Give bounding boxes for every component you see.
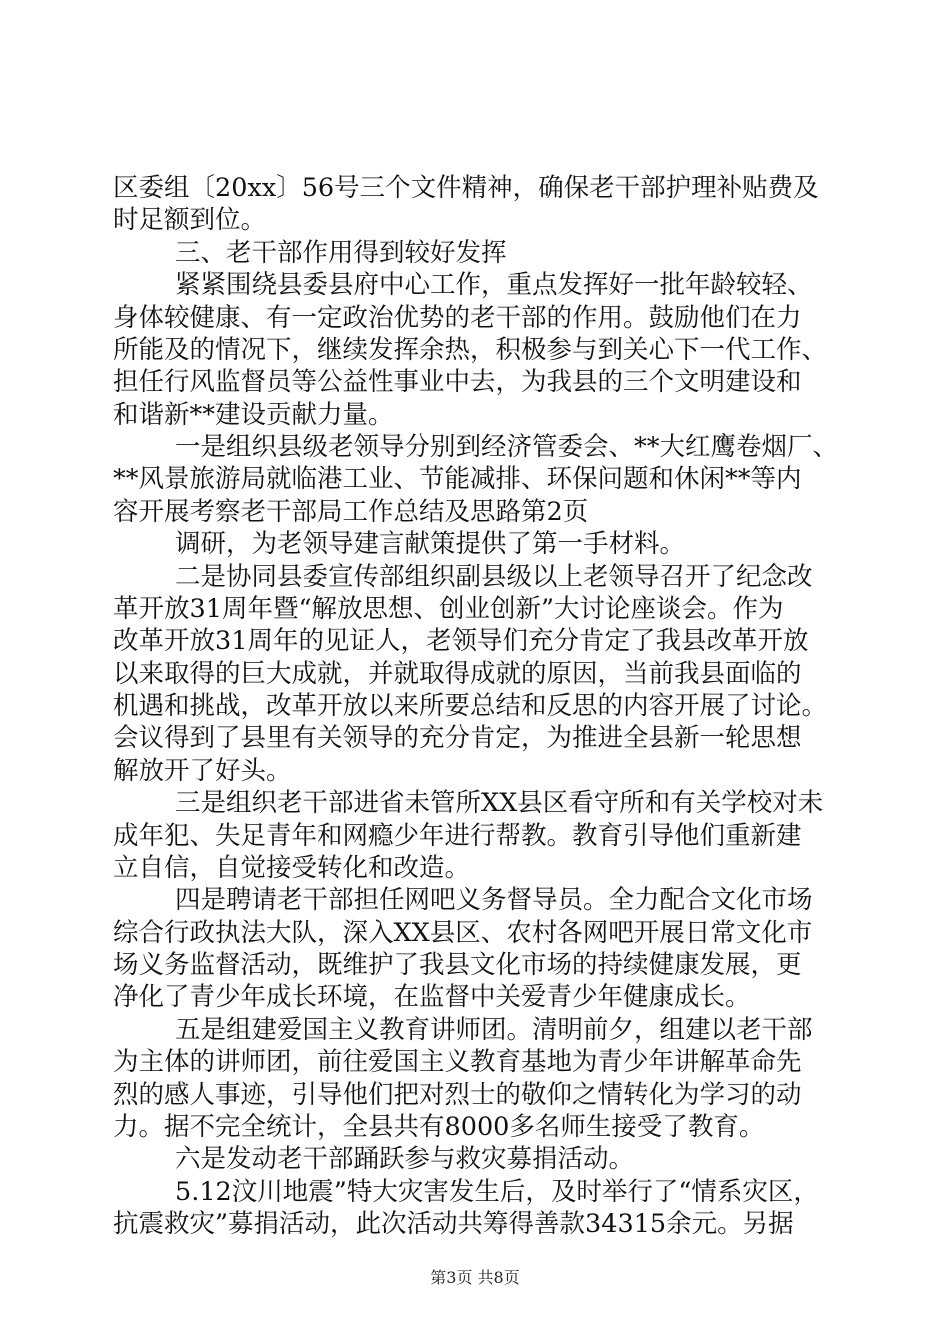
- text-line: 成年犯、失足青年和网瘾少年进行帮教。教育引导他们重新建: [113, 821, 802, 851]
- text-line: 所能及的情况下，继续发挥余热，积极参与到关心下一代工作、: [113, 335, 828, 365]
- text-line: 四是聘请老干部担任网吧义务督导员。全力配合文化市场: [175, 885, 813, 915]
- text-line: 担任行风监督员等公益性事业中去，为我县的三个文明建设和: [113, 367, 802, 397]
- text-line: 以来取得的巨大成就，并就取得成就的原因，当前我县面临的: [113, 659, 802, 689]
- text-line: 容开展考察老干部局工作总结及思路第2页: [113, 497, 589, 527]
- text-line: 净化了青少年成长环境，在监督中关爱青少年健康成长。: [113, 982, 751, 1012]
- text-line: 为主体的讲师团，前往爱国主义教育基地为青少年讲解革命先: [113, 1047, 802, 1077]
- text-line: 机遇和挑战，改革开放以来所要总结和反思的内容开展了讨论。: [113, 691, 828, 721]
- text-line: 综合行政执法大队，深入XX县区、农村各网吧开展日常文化市: [113, 918, 813, 948]
- section-heading: 三、老干部作用得到较好发挥: [175, 238, 507, 268]
- text-line: 立自信，自觉接受转化和改造。: [113, 853, 471, 883]
- text-line: 抗震救灾”募捐活动，此次活动共筹得善款34315余元。另据: [113, 1209, 794, 1239]
- text-line: 烈的感人事迹，引导他们把对烈士的敬仰之情转化为学习的动: [113, 1080, 802, 1110]
- text-line: 5.12汶川地震”特大灾害发生后，及时举行了“情系灾区，: [175, 1177, 819, 1207]
- text-line: 力。据不完全统计，全县共有8000多名师生接受了教育。: [113, 1112, 765, 1142]
- text-line: 和谐新**建设贡献力量。: [113, 400, 394, 430]
- text-line: 身体较健康、有一定政治优势的老干部的作用。鼓励他们在力: [113, 303, 802, 333]
- text-line: 革开放31周年暨“解放思想、创业创新”大讨论座谈会。作为: [113, 594, 784, 624]
- text-line: 解放开了好头。: [113, 756, 292, 786]
- text-line: 紧紧围绕县委县府中心工作，重点发挥好一批年龄较轻、: [175, 270, 813, 300]
- text-line: 三是组织老干部进省未管所XX县区看守所和有关学校对未: [175, 788, 824, 818]
- text-line: 一是组织县级老领导分别到经济管委会、**大红鹰卷烟厂、: [175, 432, 839, 462]
- text-line: 区委组〔20xx〕56号三个文件精神，确保老干部护理补贴费及: [113, 173, 819, 203]
- text-line: 二是协同县委宣传部组织副县级以上老领导召开了纪念改: [175, 562, 813, 592]
- text-line: **风景旅游局就临港工业、节能减排、环保问题和休闲**等内: [113, 464, 802, 494]
- page-footer: 第3页 共8页: [430, 1268, 520, 1287]
- text-line: 调研，为老领导建言献策提供了第一手材料。: [175, 529, 686, 559]
- text-line: 改革开放31周年的见证人，老领导们充分肯定了我县改革开放: [113, 626, 809, 656]
- text-line: 五是组建爱国主义教育讲师团。清明前夕，组建以老干部: [175, 1015, 813, 1045]
- text-line: 会议得到了县里有关领导的充分肯定，为推进全县新一轮思想: [113, 723, 802, 753]
- text-line: 场义务监督活动，既维护了我县文化市场的持续健康发展，更: [113, 950, 802, 980]
- text-line: 六是发动老干部踊跃参与救灾募捐活动。: [175, 1144, 635, 1174]
- text-line: 时足额到位。: [113, 205, 267, 235]
